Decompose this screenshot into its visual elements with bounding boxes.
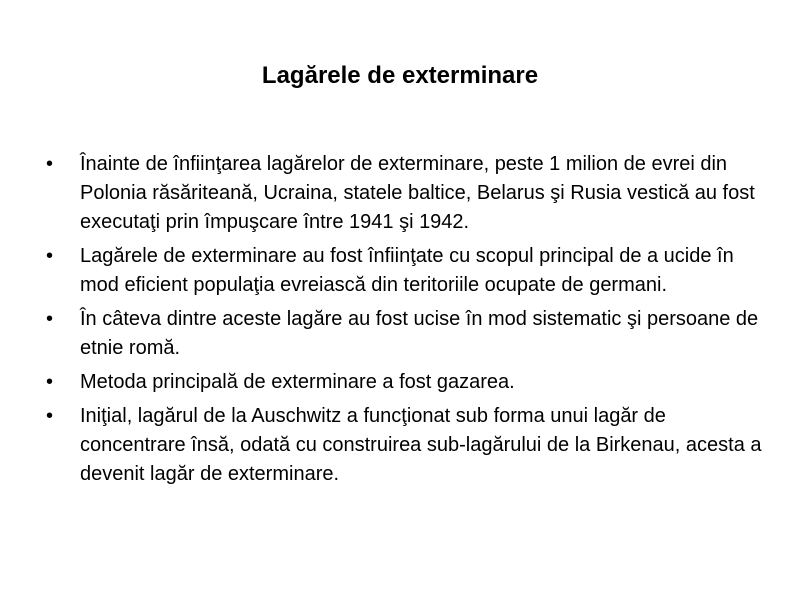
bullet-item: [44, 305, 764, 363]
bullet-icon: •: [46, 371, 54, 393]
bullet-item: [44, 368, 764, 397]
bullet-item: [44, 402, 764, 489]
bullet-text: Iniţial, lagărul de la Auschwitz a funcţionat sub forma unui lagăr de concentrare însă, odată cu construirea sub-lagărului de la Birkenau, acesta a devenit lagăr de exterminare.: [80, 405, 762, 485]
bullet-icon: •: [46, 308, 54, 330]
bullet-icon: •: [46, 245, 54, 267]
bullet-text: Înainte de înfiinţarea lagărelor de exterminare, peste 1 milion de evrei din Polonia răsăriteană, Ucraina, statele baltice, Belarus şi Rusia vestică au fost executaţi prin împuşcare între 1941 şi 1942.: [80, 153, 755, 233]
bullet-list: [44, 150, 764, 494]
bullet-icon: •: [46, 405, 54, 427]
bullet-text: În câteva dintre aceste lagăre au fost ucise în mod sistematic şi persoane de etnie romă.: [80, 308, 759, 359]
slide-title: Lagărele de exterminare: [261, 62, 539, 89]
bullet-item: [44, 150, 764, 237]
bullet-icon: •: [46, 153, 54, 175]
bullet-text: Metoda principală de exterminare a fost gazarea.: [80, 371, 515, 393]
bullet-text: Lagărele de exterminare au fost înfiinţate cu scopul principal de a ucide în mod eficient populaţia evreiască din teritoriile ocupate de germani.: [80, 245, 734, 296]
bullet-item: [44, 242, 764, 300]
